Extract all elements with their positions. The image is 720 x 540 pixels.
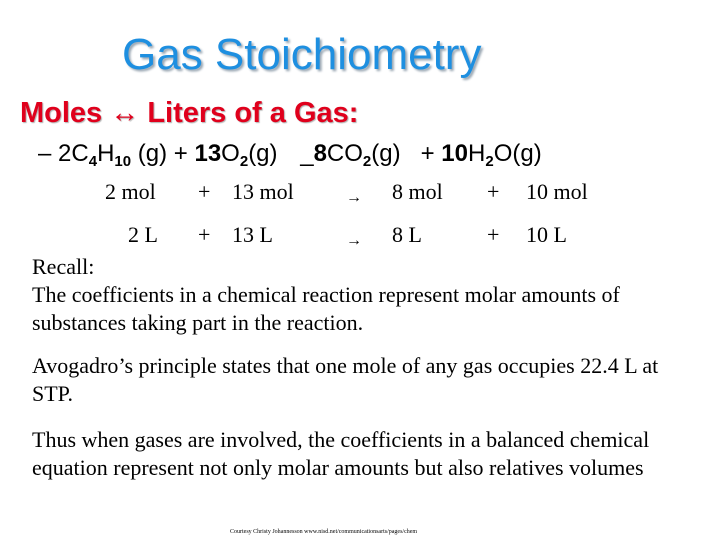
formula-part: C [71,140,89,167]
avogadro-paragraph: Avogadro’s principle states that one mole of any gas occupies 22.4 L at STP. [32,353,659,406]
state-label: (g) + [131,140,195,167]
reaction-arrow: _ [300,140,314,167]
subscript: 4 [88,153,98,170]
moles-oxygen: 13 mol [232,179,294,204]
moles-arrow-icon: → [346,189,362,206]
coefficient-water: 10 [441,140,468,167]
balanced-equation [38,140,542,170]
liters-water: 10 L [526,222,567,247]
moles-co2: 8 mol [392,179,443,204]
state-label: O(g) [493,140,542,167]
formula-part: H [468,140,486,167]
equation-dash: – [38,140,52,167]
liters-plus: + [487,222,500,247]
subscript: 2 [239,153,249,170]
subtitle-liters: Liters of a Gas: [147,97,359,129]
liters-arrow-icon: → [346,232,362,249]
slide-title: Gas Stoichiometry [122,30,482,79]
subscript: 2 [485,153,494,170]
liters-oxygen: 13 L [232,222,273,247]
coefficient-butane: 2 [58,140,72,167]
left-right-arrow-icon: ↔ [110,97,140,129]
courtesy-credit: Courtesy Christy Johannesson www.nisd.net/communicationsarts/pages/chem [230,529,418,535]
moles-water: 10 mol [526,179,588,204]
liters-butane: 2 L [128,222,158,247]
subscript: 10 [114,153,132,170]
subtitle-moles: Moles [20,97,103,129]
liters-plus: + [198,222,211,247]
volumes-paragraph: Thus when gases are involved, the coefficients in a balanced chemical equation represent not only molar amounts but also relatives volumes [32,427,650,480]
moles-butane: 2 mol [105,179,156,204]
formula-part: O [221,140,240,167]
coefficient-co2: 8 [313,140,327,167]
state-label: (g) [248,140,278,167]
subscript: 2 [362,153,372,170]
moles-plus: + [487,179,500,204]
recall-label: Recall: [32,254,95,279]
state-label: (g) + [371,140,442,167]
coefficient-oxygen: 13 [194,140,222,167]
slide-subtitle [20,97,358,130]
formula-part: CO [326,140,363,167]
recall-paragraph: The coefficients in a chemical reaction represent molar amounts of substances taking part in the reaction. [32,282,620,335]
moles-plus: + [198,179,211,204]
formula-part: H [97,140,115,167]
liters-co2: 8 L [392,222,422,247]
